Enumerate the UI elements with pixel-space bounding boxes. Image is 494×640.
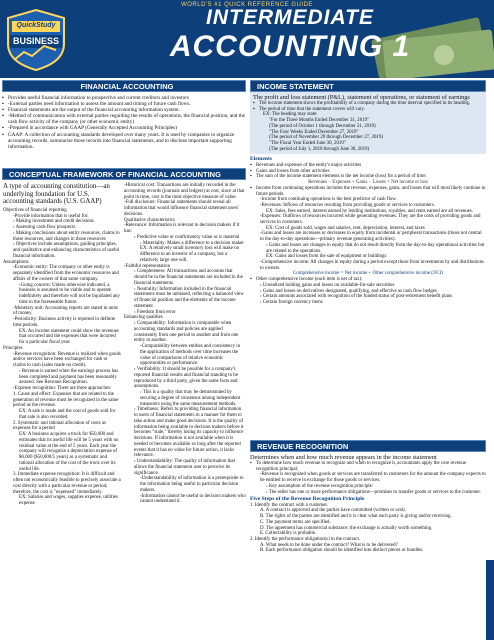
list-item: Objectives of financial reporting	[3, 207, 67, 213]
list-item: ▪ Gains and losses from other activities	[250, 169, 486, 175]
income-statement-box	[250, 92, 486, 154]
list-item: 2. Identify the performance obligation(s) in the contract.	[250, 536, 361, 542]
net-income-formula: Revenues − Expenses + Gains − Losses = Net income or loss	[308, 180, 428, 186]
list-item: A. A contract is approved and the parties have committed (written or oral).	[260, 508, 406, 514]
list-item: EX: A relatively small inventory loss will make no difference to an investor of a company, but a relatively large one will.	[140, 246, 240, 263]
revenue-recognition-list	[250, 461, 486, 472]
list-item: › Materiality: Makes a difference to a decision maker	[140, 240, 244, 246]
five-steps-list	[250, 503, 486, 554]
list-item: -Monetary unit: Accounting reports are stated in units of money.	[13, 305, 118, 317]
list-item: EX: Cost of goods sold, wages and salaries, rent, depreciation, interest, and taxes	[266, 225, 425, 231]
list-item: ▪ To determine how much revenue to recognize and when to recognize it, accountants apply the core revenue recognition principal:	[250, 461, 486, 472]
list-item: -Revenue is recognized when goods or services are transferred to customers for the amount the company expects to be entitled to receive in exchange for those goods or services.	[260, 472, 486, 484]
list-item: (The period of November 29 through December 27, 2019)	[269, 135, 383, 141]
list-item: › Freedom from error	[134, 309, 176, 315]
list-item: › Verifiability: It should be possible for a company's reported financial results and financial standing to be reproduced by a third party, given the same facts and assumptions.	[134, 367, 238, 390]
side-edge-bar	[486, 560, 494, 640]
list-item: Assumptions	[3, 259, 29, 265]
list-item: › The seller has one or more performance obligations—promises to transfer goods or services to the customer.	[266, 489, 481, 495]
logo-bottom-text: BUSINESS	[12, 36, 59, 46]
list-item: B. Each performance obligation should be identified into distinct pieces or bundles.	[260, 548, 424, 554]
list-item: Qualitative characteristics	[124, 217, 175, 223]
income-statement-lead: The profit and loss statement (P&L), statement of operations, or statement of earnings	[253, 94, 470, 101]
list-item: › Comparability: Information is comparable when accounting standards and policies are applied consistently from one period to another and from one entity to another.	[134, 321, 239, 344]
elements-heading: Elements	[250, 156, 273, 163]
list-item: -Expense recognition: There are three approaches:	[13, 386, 112, 392]
list-item: › Timeliness: Refers to providing financial information to users of financial statements in a manner for them to take action and make good decisions. It is the quality of information being available to decision makers before it becomes "stale," thereby losing its capacity to influence decisions. If information is not available when it is needed or becomes available so long after the reported events that it has no value for future action, it lacks relevance.	[134, 407, 244, 459]
list-item: ▪ The income statement shows the profitability of a company during the time interval specified in its heading.	[253, 101, 483, 107]
financial-accounting-section	[2, 80, 246, 150]
list-item: EX: A sale is made and the cost of goods sold for that sale is also recorded.	[19, 409, 116, 420]
list-item: -Full disclosure: Financial statements should reveal all information that would influence financial statement users' decisions.	[124, 200, 239, 217]
list-item: › Predictive value or confirmatory value or is material	[134, 234, 240, 240]
list-item: -Periodicity: Business activity is reported in definite time periods.	[13, 317, 116, 328]
revenue-recognition-section	[250, 440, 486, 554]
financial-accounting-list	[2, 95, 246, 150]
list-item: › Making conclusions about entity resources, claims to those resources, and changes in those resources	[13, 230, 120, 242]
list-item: "The Four Weeks Ended December 27, 2019"	[269, 129, 359, 135]
list-item: › Revenue is earned when the earnings process has been completed and payment has been reasonably assured. See Revenue Recognition.	[19, 368, 119, 386]
cover-header	[0, 0, 494, 78]
list-item: (The period of October 1 through December 31, 2019)	[269, 123, 376, 129]
guide-title	[80, 6, 494, 64]
list-item: B. The rights of the parties are identified and it is clear what each party is giving and/or receiving.	[260, 514, 452, 520]
list-item: 2. Systematic and rational allocation of costs as expenses for a period	[13, 420, 106, 432]
list-item: 1. Cause and effect: Expenses that are related to the generation of revenue must be recognized in the same period as the revenue.	[13, 391, 119, 409]
elements-list-continued	[250, 186, 486, 197]
list-item: 1. Identify the contract with a customer.	[250, 502, 328, 508]
list-item: › Completeness: All transactions and accounts that should be in the financial statements are included in the financial statements.	[134, 269, 243, 286]
five-steps-heading: Five Steps of the Revenue Recognition Principle	[250, 496, 365, 503]
list-item: › Unrealized holding gains and losses on available-for-sale securities	[260, 282, 395, 288]
list-item: -Information cannot be useful to decision makers who cannot understand it.	[140, 493, 246, 505]
list-item: ▪ The period of time that the statement covers will vary.	[253, 107, 483, 113]
list-item: (The period of July 1, 2018 through June 30, 2019)	[269, 146, 370, 152]
list-item: › Certain amounts associated with recognition of the funded status of post-retirement benefit plans	[260, 294, 453, 300]
list-item: -Income from continuing operations is the best predictor of cash flow.	[260, 197, 397, 203]
oci-list	[250, 277, 486, 283]
income-elements	[250, 157, 486, 305]
conceptual-lead: A type of accounting constitution—an underlying foundation for U.S. accounting standards (U.S. GAAP)	[3, 182, 110, 206]
list-item: › Key assumption of the revenue recognition principle:	[266, 483, 374, 489]
list-item: E. Collectability is probable.	[260, 531, 317, 537]
list-item: -Revenues: Inflows of resources resulting from providing goods or services to customers.	[260, 202, 435, 208]
list-item: ▪ Financial statements are the output of the financial accounting information system.	[2, 107, 246, 113]
conceptual-framework-section	[2, 168, 246, 180]
list-item: EX: A business acquires a truck for $50,000 and estimates that its useful life will be 5 years with no residual value at the end of 5 years. Each year the company will recognize a depreciation expense of $6,000 ($50,000/5 years) as a systematic and rational allocation of the cost of the truck over its useful life.	[19, 432, 119, 472]
list-item: ▪ Provides useful financial information to prospective and current creditors and investors	[2, 95, 246, 101]
list-item: › Making investment and credit decisions	[13, 219, 94, 225]
list-item: -Expenses: Outflows of resources incurred while generating revenues. They are the costs of providing goods and services to customers.	[260, 214, 481, 226]
list-item: ▪ -External parties need information to assess the amount and timing of future cash flows.	[2, 101, 246, 107]
list-item: EX: Salaries and wages, supplies expense, utilities expense	[19, 495, 118, 507]
list-item: ▪ Revenues and expenses of the entity's major activities	[250, 163, 486, 169]
list-item: 3. Immediate expense recognition: It is difficult and often not economically feasible to precisely associate a cost directly with a particular revenue or period; therefore, the cost is "expensed" immediately.	[13, 472, 121, 495]
list-item: EX: An income statement could show the revenues that occurred and the expenses that were incurred for a particular fiscal year.	[19, 328, 119, 346]
list-item: D. The agreement has commercial substance; the exchange is actually worth something.	[260, 525, 433, 531]
conceptual-right-column	[124, 183, 246, 505]
revenue-recognition-heading: REVENUE RECOGNITION	[250, 440, 486, 452]
list-item: -Faithful representation	[124, 263, 171, 269]
list-item: A. What needs to be done under the contract? What is to be delivered?	[260, 542, 398, 548]
income-statement-section	[250, 80, 486, 306]
logo-top-text: QuickStudy	[16, 22, 56, 29]
list-item: -Comparability between entities and consistency in the application of methods over time increases the value of comparisons of relative economic opportunities or performance.	[140, 344, 241, 367]
list-item: "For the Three Months Ended December 31, 2019"	[269, 118, 370, 124]
list-item: -Gains and losses are increases or decreases in equity from incidental or peripheral transactions (those not central to the day-to-day operations—primary revenue generating activities).	[260, 231, 482, 243]
list-item: Principles	[3, 345, 23, 351]
list-item: -Historical cost: Transactions are initially recorded in the accounting records (journals and ledgers) at cost, since at that point in time, cost is the most objective measure of value.	[124, 183, 245, 200]
income-statement-list	[253, 101, 483, 112]
list-item: -Revenue recognition: Revenue is realized when goods and/or services have been exchanged for cash or claims to cash (sales made on credit).	[13, 351, 121, 369]
list-item: -Comprehensive income: All changes in equity during a period except those from investments by and distributions to owners.	[260, 259, 484, 271]
financial-accounting-heading: FINANCIAL ACCOUNTING	[2, 80, 246, 92]
conceptual-left-column	[3, 183, 121, 507]
list-item: › Gains and losses are changes in equity that do not result directly from the day-to-day operational activities but are related to the operations.	[266, 242, 485, 254]
list-item: ▪ The sum of the income statement elements is the net income (loss) for a period of time.	[250, 174, 486, 180]
conceptual-framework-heading: CONCEPTUAL FRAMEWORK OF FINANCIAL ACCOUNTING	[2, 168, 246, 180]
list-item: ▪ -Method of communication with external parties regarding the results of operations, the financial position, and the cash flow activity of the company (or other economic entity)	[2, 113, 246, 125]
revenue-recognition-lead: Determines when and how much revenue appears in the income statement	[250, 454, 437, 461]
list-item: › Neutrality: Information included in the financial statements must be unbiased, reflecting a balanced view of financial position and the elements of the income statement.	[134, 286, 244, 309]
list-item: -Provide information that is useful for:	[13, 213, 89, 219]
list-item: -Going concern: Unless otherwise indicated, a business is assumed to be viable and to operate indefinitely and therefore will not be liquidated any time in the foreseeable future.	[19, 282, 120, 305]
comprehensive-income-formula: Comprehensive income = Net income + Other comprehensive income (OCI)	[293, 271, 443, 277]
list-item: › Certain foreign currency items	[260, 299, 323, 305]
list-item: ▪ Income from continuing operations includes the revenue, expenses, gains, and losses that will most likely continue in future periods.	[250, 186, 486, 197]
list-item: › Assessing cash-flow prospects	[13, 225, 76, 231]
list-item: ▪ Other comprehensive income (each item is net of tax):	[250, 277, 486, 283]
list-item: -Understandability of information is a prerequisite to the information being useful to particular decision makers.	[140, 476, 244, 493]
title-line-1: INTERMEDIATE	[206, 6, 374, 29]
list-item: "The Fiscal Year Ended June 30, 2019"	[269, 140, 346, 146]
list-item: -Relevance: Information is relevant to decision makers if it has:	[124, 223, 240, 234]
income-statement-heading: INCOME STATEMENT	[250, 80, 486, 92]
elements-list	[250, 163, 486, 180]
list-item: › Gains and losses on derivatives designated, qualifying, and effective as cash flow hedges	[260, 288, 437, 294]
title-line-2: ACCOUNTING 1	[169, 30, 411, 63]
list-item: C. The payment terms are specified.	[260, 519, 331, 525]
list-item: EX: The heading may state:	[263, 112, 318, 118]
list-item: › Objectives include assumptions, guiding principles, and qualitative and enhancing characteristics of useful financial information.	[13, 242, 120, 259]
series-tagline: WORLD'S #1 QUICK REFERENCE GUIDE	[181, 2, 313, 8]
list-item: ▪ GAAP: A collection of accounting standards developed over many years. It is used by companies to organize accounting records, summarize those records into financial statements, and to disclose important supporting information.	[2, 132, 246, 150]
list-item: Enhancing qualities	[124, 315, 163, 321]
list-item: EX: Sales, fees earned, interest earned by lending institutions, royalties, and rents earned are all revenues.	[266, 208, 473, 214]
list-item: ▪ -Prepared in accordance with GAAP (Generally Accepted Accounting Principles)	[2, 125, 246, 131]
list-item: -Economic entity: The company or other entity is separately identified from the economic resources and affairs of the owners of that same company.	[13, 265, 119, 282]
list-item: › This is a quality that may be demonstrated by securing a degree of consensus among independent measurers using the same measurement methods.	[140, 390, 241, 407]
list-item: EX: Gains and losses from the sale of equipment or buildings	[266, 254, 387, 260]
list-item: › Understandability: The quality of information that allows the financial statement user to perceive its significance.	[134, 459, 235, 476]
